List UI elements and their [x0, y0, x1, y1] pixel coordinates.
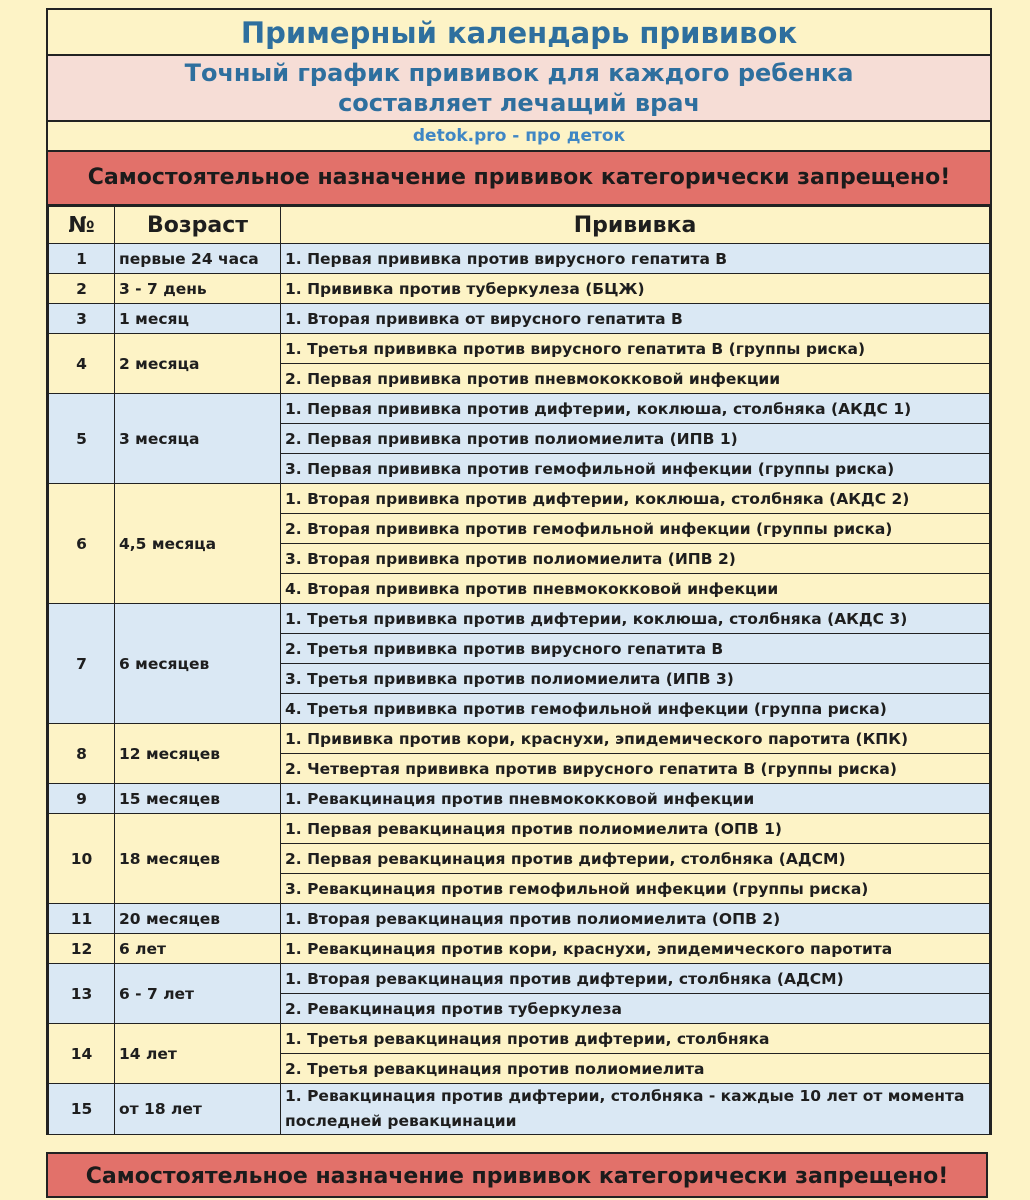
row-number: 6	[49, 484, 115, 604]
row-vaccine: 2. Первая прививка против пневмококковой инфекции	[281, 364, 990, 394]
subtitle-line-2: составляет лечащий врач	[338, 89, 700, 117]
column-header-vaccine: Прививка	[281, 207, 990, 244]
row-number: 12	[49, 934, 115, 964]
row-age: 14 лет	[115, 1024, 281, 1084]
row-vaccine: 2. Третья прививка против вирусного гепатита В	[281, 634, 990, 664]
row-vaccine: 1. Вторая прививка против дифтерии, коклюша, столбняка (АКДС 2)	[281, 484, 990, 514]
row-vaccine: 3. Третья прививка против полиомиелита (ИПВ 3)	[281, 664, 990, 694]
row-number: 1	[49, 244, 115, 274]
row-age: 4,5 месяца	[115, 484, 281, 604]
table-row	[49, 274, 990, 304]
row-vaccine: 4. Вторая прививка против пневмококковой инфекции	[281, 574, 990, 604]
row-number: 5	[49, 394, 115, 484]
table-row	[49, 604, 990, 634]
row-number: 3	[49, 304, 115, 334]
row-age: 3 - 7 день	[115, 274, 281, 304]
row-vaccine: 2. Первая ревакцинация против дифтерии, столбняка (АДСМ)	[281, 844, 990, 874]
row-vaccine: 1. Ревакцинация против дифтерии, столбняка - каждые 10 лет от момента последней ревакцинации	[281, 1084, 990, 1135]
row-vaccine: 4. Третья прививка против гемофильной инфекции (группа риска)	[281, 694, 990, 724]
row-vaccine: 3. Первая прививка против гемофильной инфекции (группы риска)	[281, 454, 990, 484]
row-age: 6 месяцев	[115, 604, 281, 724]
row-vaccine: 2. Вторая прививка против гемофильной инфекции (группы риска)	[281, 514, 990, 544]
vaccination-calendar	[46, 8, 992, 1135]
row-vaccine: 2. Третья ревакцинация против полиомиелита	[281, 1054, 990, 1084]
row-age: 2 месяца	[115, 334, 281, 394]
subtitle	[48, 56, 990, 122]
vaccination-table	[48, 206, 990, 1135]
row-vaccine: 1. Вторая ревакцинация против дифтерии, столбняка (АДСМ)	[281, 964, 990, 994]
table-row	[49, 814, 990, 844]
table-row	[49, 304, 990, 334]
row-vaccine: 1. Третья ревакцинация против дифтерии, столбняка	[281, 1024, 990, 1054]
row-number: 14	[49, 1024, 115, 1084]
table-row	[49, 244, 990, 274]
row-age: 3 месяца	[115, 394, 281, 484]
row-vaccine: 1. Третья прививка против дифтерии, коклюша, столбняка (АКДС 3)	[281, 604, 990, 634]
table-row	[49, 784, 990, 814]
warning-banner-top: Самостоятельное назначение прививок категорически запрещено!	[48, 152, 990, 206]
table-row	[49, 394, 990, 424]
table-row	[49, 484, 990, 514]
row-age: 18 месяцев	[115, 814, 281, 904]
row-vaccine: 3. Ревакцинация против гемофильной инфекции (группы риска)	[281, 874, 990, 904]
row-age: 15 месяцев	[115, 784, 281, 814]
row-age: 1 месяц	[115, 304, 281, 334]
row-number: 15	[49, 1084, 115, 1135]
row-vaccine: 1. Первая ревакцинация против полиомиелита (ОПВ 1)	[281, 814, 990, 844]
page-title: Примерный календарь прививок	[48, 10, 990, 56]
row-vaccine: 1. Вторая прививка от вирусного гепатита В	[281, 304, 990, 334]
column-header-number: №	[49, 207, 115, 244]
row-vaccine: 1. Ревакцинация против кори, краснухи, эпидемического паротита	[281, 934, 990, 964]
subtitle-line-1: Точный график прививок для каждого ребенка	[184, 59, 854, 87]
warning-banner-bottom: Самостоятельное назначение прививок категорически запрещено!	[46, 1152, 988, 1198]
row-number: 10	[49, 814, 115, 904]
row-vaccine: 1. Первая прививка против дифтерии, коклюша, столбняка (АКДС 1)	[281, 394, 990, 424]
column-header-age: Возраст	[115, 207, 281, 244]
table-row	[49, 724, 990, 754]
row-age: от 18 лет	[115, 1084, 281, 1135]
row-vaccine: 2. Четвертая прививка против вирусного гепатита В (группы риска)	[281, 754, 990, 784]
row-vaccine: 1. Прививка против кори, краснухи, эпидемического паротита (КПК)	[281, 724, 990, 754]
row-vaccine: 3. Вторая прививка против полиомиелита (ИПВ 2)	[281, 544, 990, 574]
row-vaccine: 1. Первая прививка против вирусного гепатита В	[281, 244, 990, 274]
row-number: 9	[49, 784, 115, 814]
row-number: 7	[49, 604, 115, 724]
row-vaccine: 2. Первая прививка против полиомиелита (ИПВ 1)	[281, 424, 990, 454]
table-row	[49, 1024, 990, 1054]
table-row	[49, 934, 990, 964]
row-age: первые 24 часа	[115, 244, 281, 274]
table-body	[49, 244, 990, 1135]
row-age: 20 месяцев	[115, 904, 281, 934]
row-number: 4	[49, 334, 115, 394]
row-vaccine: 1. Ревакцинация против пневмококковой инфекции	[281, 784, 990, 814]
site-credit: detok.pro - про деток	[48, 122, 990, 152]
row-number: 2	[49, 274, 115, 304]
table-row	[49, 334, 990, 364]
row-number: 13	[49, 964, 115, 1024]
row-vaccine: 1. Прививка против туберкулеза (БЦЖ)	[281, 274, 990, 304]
row-number: 8	[49, 724, 115, 784]
row-vaccine: 2. Ревакцинация против туберкулеза	[281, 994, 990, 1024]
table-row	[49, 1084, 990, 1135]
table-row	[49, 964, 990, 994]
row-age: 12 месяцев	[115, 724, 281, 784]
row-age: 6 - 7 лет	[115, 964, 281, 1024]
row-number: 11	[49, 904, 115, 934]
row-vaccine: 1. Вторая ревакцинация против полиомиелита (ОПВ 2)	[281, 904, 990, 934]
row-age: 6 лет	[115, 934, 281, 964]
table-header-row	[49, 207, 990, 244]
row-vaccine: 1. Третья прививка против вирусного гепатита В (группы риска)	[281, 334, 990, 364]
table-row	[49, 904, 990, 934]
